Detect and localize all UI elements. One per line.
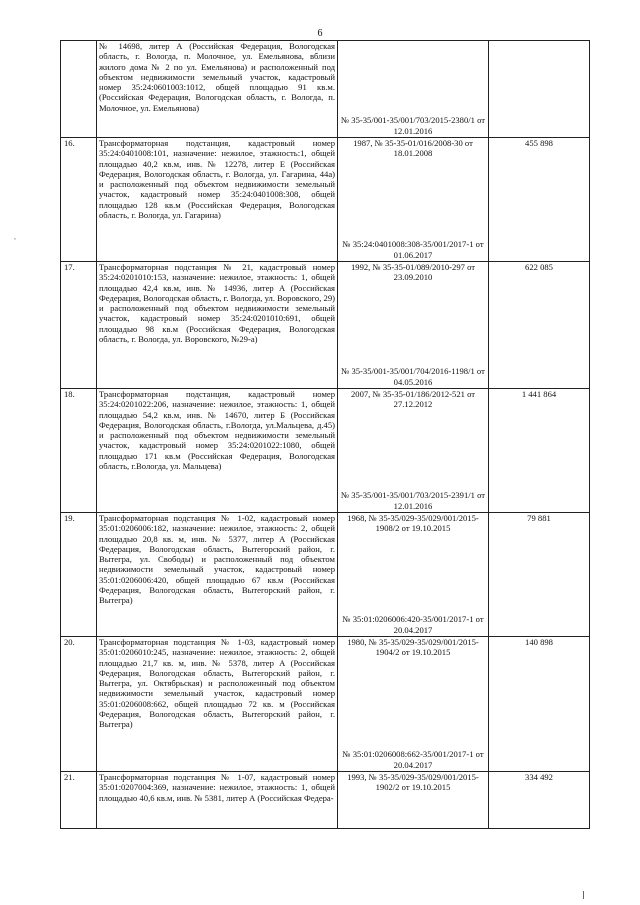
row-number: 17. xyxy=(61,262,97,389)
table-row xyxy=(61,138,590,262)
table-row xyxy=(61,772,590,829)
object-description: Трансформаторная подстанция № 1-02, кадастровый номер 35:01:0206006:182, назначение: нежилое, этажность: 2, общей площадью 20,8 кв. м, инв. № 5377, литер А (Российская Федерация, Вологодская область, Вытегорский район, г. Вытегра, ул. Свободы) и расположенный под объектом недвижимости земельный участок, кадастровый номер 35:01:0206006:420, общей площадью 67 кв.м (Российская Федерация, Вологодская область, Вытегорский район, г. Вытегра) xyxy=(97,513,338,637)
land-registration: № 35:24:0401008:308-35/001/2017-1 от 01.06.2017 xyxy=(342,239,484,260)
registration-year: 1980, № 35-35/029-35/029/001/2015-1904/2 от 19.10.2015 xyxy=(347,637,479,658)
object-value: 455 898 xyxy=(489,138,590,262)
registration-year: 2007, № 35-35-01/186/2012-521 от 27.12.2012 xyxy=(350,389,476,410)
registration-cell xyxy=(338,262,489,389)
registration-cell xyxy=(338,138,489,262)
row-number xyxy=(61,41,97,138)
land-registration: № 35-35/001-35/001/703/2015-2380/1 от 12.01.2016 xyxy=(340,115,486,136)
object-value: 79 881 xyxy=(489,513,590,637)
table-row xyxy=(61,41,590,138)
registration-year: 1992, № 35-35-01/089/2010-297 от 23.09.2010 xyxy=(350,262,476,283)
registration-year: 1968, № 35-35/029-35/029/001/2015-1908/2 от 19.10.2015 xyxy=(347,513,479,534)
registration-year: 1987, № 35-35-01/016/2008-30 от 18.01.2008 xyxy=(353,138,473,159)
registration-cell xyxy=(338,772,489,829)
land-registration: № 35-35/001-35/001/704/2016-1198/1 от 04.05.2016 xyxy=(341,366,485,387)
object-value xyxy=(489,41,590,138)
row-number: 20. xyxy=(61,637,97,772)
table-row xyxy=(61,513,590,637)
object-value: 622 085 xyxy=(489,262,590,389)
row-number: 21. xyxy=(61,772,97,829)
row-number: 18. xyxy=(61,389,97,513)
registration-cell xyxy=(338,389,489,513)
registration-cell xyxy=(338,513,489,637)
object-value: 334 492 xyxy=(489,772,590,829)
registration-cell xyxy=(338,637,489,772)
row-number: 16. xyxy=(61,138,97,262)
object-description: Трансформаторная подстанция № 1-07, кадастровый номер 35:01:0207004:369, назначение: нежилое, этажность: 1, общей площадью 40,6 кв.м, инв. № 5381, литер А (Российская Федера- xyxy=(97,772,338,829)
object-description: № 14698, литер А (Российская Федерация, Вологодская область, г. Вологда, п. Молочное, ул. Емельянова, вблизи жилого дома № 2 по ул. Емельянова) и расположенный под объектом недвижимости земельный участок, кадастровый номер 35:24:0601003:1012, общей площадью 91 кв.м. (Российская Федерация, Вологодская область, г. Вологда, п. Молочное, ул. Емельянова) xyxy=(97,41,338,138)
land-registration: № 35:01:0206008:662-35/001/2017-1 от 20.04.2017 xyxy=(342,749,484,770)
margin-mark: , xyxy=(14,232,16,241)
page-number: 6 xyxy=(317,28,323,39)
table-row xyxy=(61,262,590,389)
land-registration: № 35-35/001-35/001/703/2015-2391/1 от 12.01.2016 xyxy=(340,490,486,511)
row-number: 19. xyxy=(61,513,97,637)
object-description: Трансформаторная подстанция № 1-03, кадастровый номер 35:01:0206010:245, назначение: нежилое, этажность: 2, общей площадью 21,7 кв. м, инв. № 5378, литер А (Российская Федерация, Вологодская область, Вытегорский район, г. Вытегра, ул. Октябрьская) и расположенный под объектом недвижимости земельный участок, кадастровый номер 35:01:0206008:662, общей площадью 72 кв. м (Российская Федерация, Вологодская область, Вытегорский район, г. Вытегра) xyxy=(97,637,338,772)
registration-year: 1993, № 35-35/029-35/029/001/2015-1902/2 от 19.10.2015 xyxy=(347,772,479,793)
object-description: Трансформаторная подстанция, кадастровый номер 35:24:0401008:101, назначение: нежилое, этажность:1, общей площадью 40,2 кв.м, инв. № 12278, литер Е (Российская Федерация, Вологодская область, г. Вологда, ул. Гагарина, 44а) и расположенный под объектом недвижимости земельный участок, кадастровый номер 35:24:0401008:308, общей площадью 128 кв.м (Российская Федерация, Вологодская область, г. Вологда, ул. Гагарина) xyxy=(97,138,338,262)
scan-edge-mark xyxy=(583,891,584,899)
table-row xyxy=(61,389,590,513)
object-value: 140 898 xyxy=(489,637,590,772)
object-description: Трансформаторная подстанция № 21, кадастровый номер 35:24:0201010:153, назначение: нежилое, этажность: 1, общей площадью 42,4 кв.м, инв. № 14936, литер А (Российская Федерация, Вологодская область, г. Вологда, ул. Воровского, 29) и расположенный под объектом недвижимости земельный участок, кадастровый номер 35:24:0201010:691, общей площадью 98 кв.м (Российская Федерация, Вологодская область, г. Вологда, ул. Воровского, №29-а) xyxy=(97,262,338,389)
registration-cell xyxy=(338,41,489,138)
object-description: Трансформаторная подстанция, кадастровый номер 35:24:0201022:206, назначение: нежилое, этажность: 1, общей площадью 54,2 кв.м, инв. № 14670, литер Б (Российская Федерация, Вологодская область, г.Вологда, ул.Мальцева, д.45) и расположенный под объектом недвижимости земельный участок, кадастровый номер 35:24:0201022:1080, общей площадью 171 кв.м (Российская Федерация, Вологодская область, г.Вологда, ул. Мальцева) xyxy=(97,389,338,513)
property-table xyxy=(60,40,590,829)
land-registration: № 35:01:0206006:420-35/001/2017-1 от 20.04.2017 xyxy=(342,614,484,635)
table-row xyxy=(61,637,590,772)
object-value: 1 441 864 xyxy=(489,389,590,513)
